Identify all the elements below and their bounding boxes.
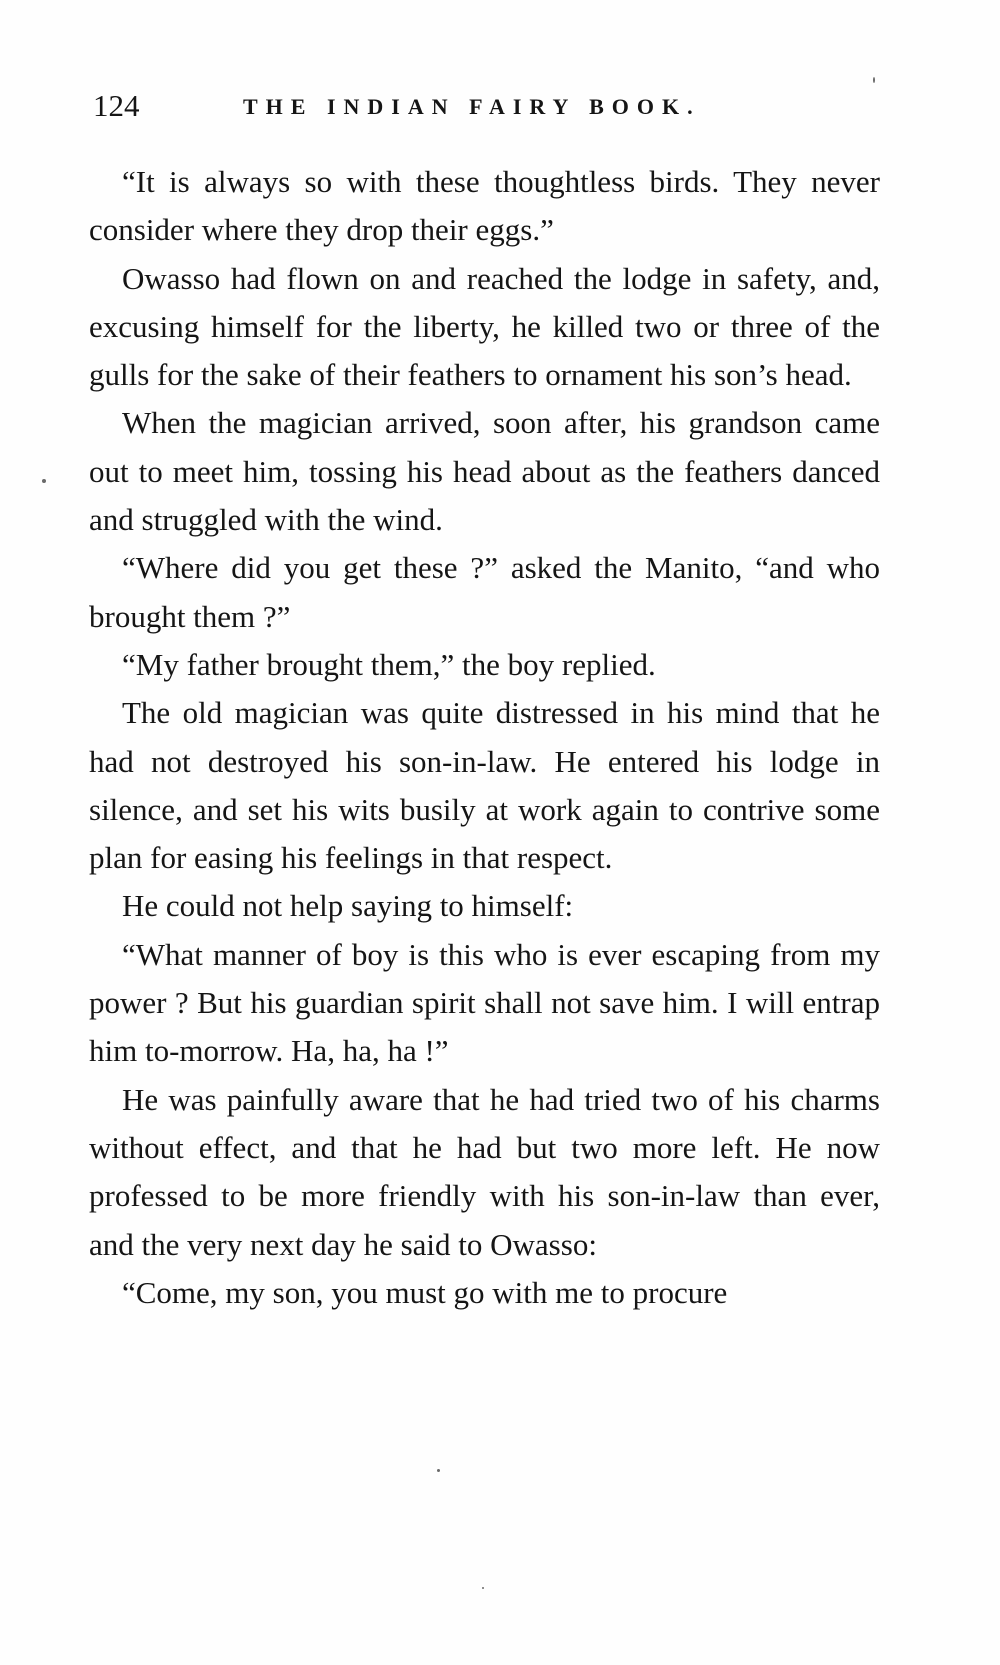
scan-speck — [437, 1469, 440, 1472]
scan-speck — [873, 77, 875, 83]
running-title: THE INDIAN FAIRY BOOK. — [243, 94, 701, 119]
paragraph: “My father brought them,” the boy replied. — [122, 646, 656, 682]
paragraph: “Come, my son, you must go with me to procure — [122, 1274, 728, 1310]
body-text — [89, 158, 880, 1317]
paragraph: He could not help saying to himself: — [122, 888, 574, 924]
paragraph: The old magician was quite distressed in his mind that he had not destroyed his son-in-law. He entered his lodge in silence, and set his wits busily at work again to contrive some plan for easing his feelings in that respect. — [89, 695, 880, 876]
page-header — [93, 86, 923, 130]
page-number: 124 — [93, 88, 140, 123]
paragraph: “It is always so with these thoughtless birds. They never consider where they drop their eggs.” — [89, 164, 880, 248]
paragraph: “Where did you get these ?” asked the Manito, “and who brought them ?” — [89, 550, 880, 634]
paragraph: Owasso had flown on and reached the lodge in safety, and, excusing himself for the liberty, he killed two or three of the gulls for the sake of their feathers to ornament his son’s head. — [89, 260, 880, 393]
paragraph: He was painfully aware that he had tried two of his charms without effect, and that he had but two more left. He now professed to be more friendly with his son-in-law than ever, and the very next day he said to Owasso: — [89, 1081, 880, 1262]
scan-speck — [42, 479, 46, 483]
scan-speck — [482, 1587, 484, 1589]
paragraph: “What manner of boy is this who is ever escaping from my power ? But his guardian spirit shall not save him. I will entrap him to-morrow. Ha, ha, ha !” — [89, 936, 880, 1069]
paragraph: When the magician arrived, soon after, his grandson came out to meet him, tossing his head about as the feathers danced and struggled with the wind. — [89, 405, 880, 538]
